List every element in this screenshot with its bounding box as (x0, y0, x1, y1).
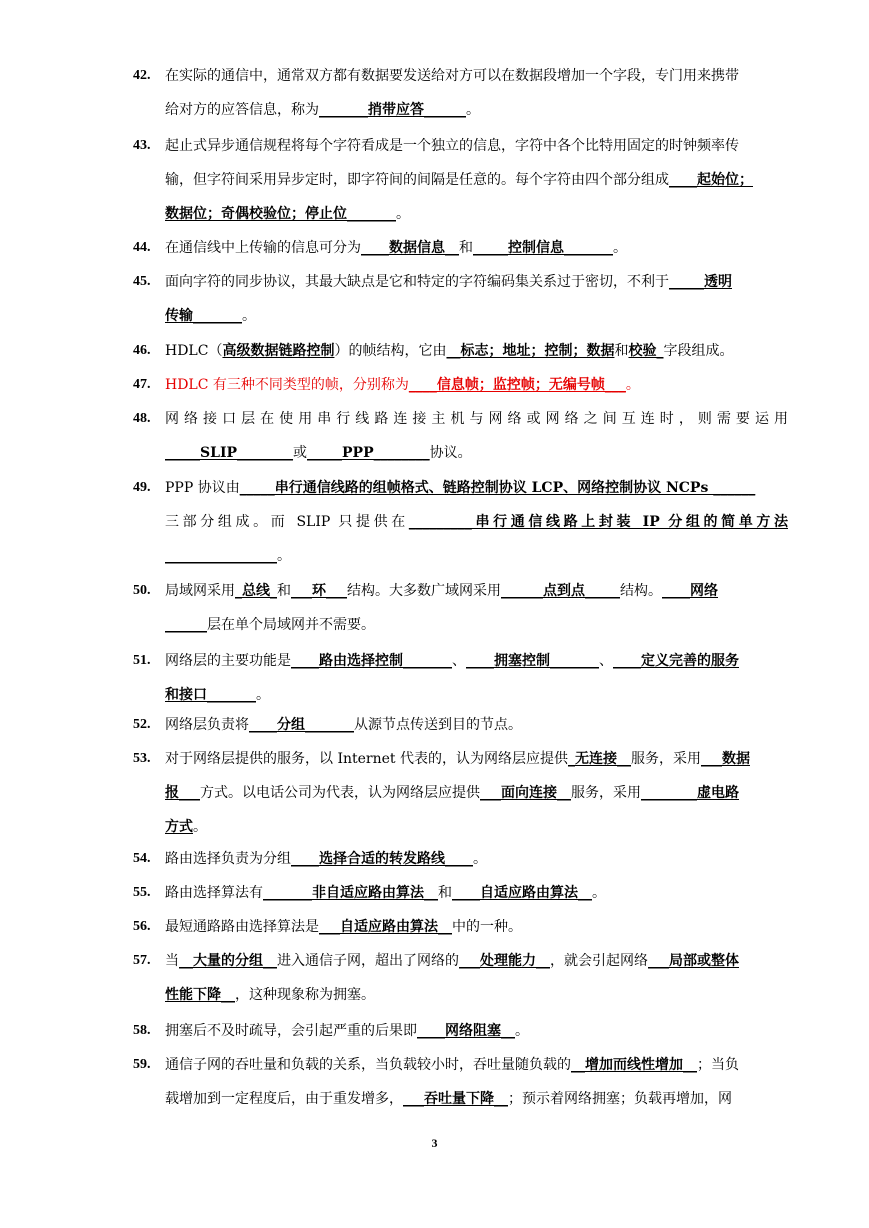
answer-text: __大量的分组__ (179, 953, 277, 969)
question-number: 51. (133, 653, 151, 668)
question-number: 49. (133, 480, 151, 495)
question-text: 路由选择负责为分组 (165, 851, 291, 867)
question-text: 字段组成。 (663, 343, 734, 359)
question-text: ；当负 (697, 1057, 739, 1073)
answer-text: _____透明 (669, 274, 732, 290)
question-line (165, 238, 788, 258)
question-line (165, 883, 788, 903)
answer-text: ___面向连接__ (480, 785, 571, 801)
question-text: 和 (614, 343, 629, 359)
question-number: 54. (133, 851, 151, 866)
question-item (133, 951, 788, 1019)
question-item (133, 581, 788, 649)
question-line (165, 512, 788, 532)
question-line (165, 341, 788, 361)
question-text: 三部分组成。而 SLIP 只提供在 (165, 514, 409, 530)
question-line (165, 749, 788, 769)
question-text: 协议。 (429, 445, 472, 461)
answer-text: _____PPP________ (307, 445, 430, 461)
question-number: 48. (133, 411, 151, 426)
question-item (133, 749, 788, 851)
page-number: 3 (431, 1136, 438, 1150)
answer-text: ___自适应路由算法__ (319, 919, 452, 935)
question-text: ，就会引起网络 (550, 953, 648, 969)
answer-text: ____网络阻塞__ (417, 1023, 515, 1039)
question-line (165, 985, 788, 1005)
question-text: 路由选择算法有 (165, 885, 263, 901)
question-text: 。 (515, 1023, 529, 1039)
question-text: 、 (452, 653, 466, 669)
answer-text: 校验_ (628, 343, 664, 359)
question-text: 拥塞后不及时疏导，会引起严重的后果即 (165, 1023, 417, 1039)
question-line (165, 409, 788, 429)
question-line (165, 715, 788, 735)
question-line (165, 478, 788, 498)
answer-text: ____选择合适的转发路线____ (291, 851, 473, 867)
question-text: 和 (459, 240, 473, 256)
question-text: 。 (473, 851, 487, 867)
question-line (165, 849, 788, 869)
answer-text: ___环___ (291, 583, 347, 599)
question-text: 、 (599, 653, 613, 669)
question-line (165, 272, 788, 292)
question-text: 输，但字符间采用异步定时，即字符间的间隔是任意的。每个字符由四个部分组成 (165, 172, 669, 188)
question-item (133, 849, 788, 883)
answer-text: 方式 (165, 819, 193, 835)
question-text: 和 (277, 583, 291, 599)
question-text: 。 (592, 885, 606, 901)
answer-text: ______ (165, 617, 207, 633)
answer-text: 数据位；奇偶校验位；停止位_______ (165, 206, 396, 222)
question-text: 从源节点传送到目的节点。 (354, 717, 522, 733)
question-number: 57. (133, 953, 151, 968)
question-line (165, 951, 788, 971)
question-text: 载增加到一定程度后，由于重发增多， (165, 1091, 403, 1107)
question-line (165, 306, 788, 326)
answer-text: _________串行通信线路上封装 IP 分组的简单方法 (408, 514, 788, 530)
question-item (133, 917, 788, 951)
question-text: 起止式异步通信规程将每个字符看成是一个独立的信息，字符中各个比特用固定的时钟频率传 (165, 138, 739, 154)
question-text: 服务，采用 (571, 785, 641, 801)
question-text: PPP 协议由 (165, 480, 240, 496)
answer-text: ___处理能力__ (459, 953, 550, 969)
question-line (165, 783, 788, 803)
question-text: ）的帧结构，它由 (334, 343, 447, 359)
question-text: 。 (625, 377, 640, 393)
question-number: 58. (133, 1023, 151, 1038)
question-text: 方式。以电话公司为代表，认为网络层应提供 (200, 785, 480, 801)
question-number: 56. (133, 919, 151, 934)
question-text: 。 (242, 308, 256, 324)
answer-text: _____串行通信线路的组帧格式、链路控制协议 LCP、网络控制协议 NCPs ______ (239, 480, 756, 496)
question-number: 46. (133, 343, 151, 358)
question-line (165, 136, 788, 156)
question-number: 43. (133, 138, 151, 153)
question-text: ，这种现象称为拥塞。 (235, 987, 375, 1003)
question-number: 55. (133, 885, 151, 900)
question-line (165, 1089, 788, 1109)
answer-text: ________虚电路 (641, 785, 739, 801)
question-text: 中的一种。 (452, 919, 522, 935)
question-text: 在实际的通信中，通常双方都有数据要发送给对方可以在数据段增加一个字段，专门用来携带 (165, 68, 739, 84)
question-text: 或 (293, 445, 308, 461)
question-text: 结构。 (620, 583, 662, 599)
question-text: 和 (438, 885, 452, 901)
question-item (133, 409, 788, 477)
question-item (133, 478, 788, 580)
question-item (133, 272, 788, 340)
question-text: ；预示着网络拥塞；负载再增加，网 (508, 1091, 732, 1107)
question-line (165, 685, 788, 705)
question-line (165, 546, 788, 566)
answer-text: _______捎带应答______ (319, 102, 466, 118)
question-item (133, 715, 788, 749)
answer-text: _____SLIP________ (165, 445, 294, 461)
question-text: 。 (193, 819, 207, 835)
question-text: 结构。大多数广域网采用 (347, 583, 501, 599)
question-text: 。 (613, 240, 627, 256)
question-text: 进入通信子网，超出了网络的 (277, 953, 459, 969)
answer-text: _____控制信息_______ (473, 240, 613, 256)
answer-text: ________________ (165, 548, 277, 564)
question-line (165, 917, 788, 937)
question-line (165, 1055, 788, 1075)
answer-text: ____路由选择控制_______ (291, 653, 452, 669)
question-item (133, 66, 788, 134)
answer-text: _总线_ (235, 583, 277, 599)
question-text: 给对方的应答信息，称为 (165, 102, 319, 118)
question-number: 42. (133, 68, 151, 83)
question-item (133, 238, 788, 272)
answer-text: 高级数据链路控制 (222, 343, 335, 359)
question-line (165, 1021, 788, 1041)
question-text: 当 (165, 953, 179, 969)
question-text: 层在单个局域网并不需要。 (207, 617, 375, 633)
question-item (133, 883, 788, 917)
question-number: 52. (133, 717, 151, 732)
answer-text: ___数据 (700, 751, 750, 767)
question-line (165, 581, 788, 601)
question-number: 53. (133, 751, 151, 766)
answer-text: 性能下降__ (165, 987, 235, 1003)
question-line (165, 443, 788, 463)
question-line (165, 615, 788, 635)
question-number: 44. (133, 240, 151, 255)
question-text: 局域网采用 (165, 583, 235, 599)
question-item (133, 341, 788, 375)
question-text: 最短通路路由选择算法是 (165, 919, 319, 935)
question-text: 。 (466, 102, 480, 118)
answer-text: __增加而线性增加__ (571, 1057, 697, 1073)
question-text: 在通信线中上传输的信息可分为 (165, 240, 361, 256)
question-number: 45. (133, 274, 151, 289)
question-line (165, 170, 788, 190)
answer-text: ______点到点_____ (501, 583, 620, 599)
question-item (133, 651, 788, 719)
answer-text: ____拥塞控制_______ (466, 653, 599, 669)
question-text: 对于网络层提供的服务，以 Internet 代表的，认为网络层应提供 (165, 751, 568, 767)
question-text: 。 (256, 687, 270, 703)
question-text: HDLC 有三种不同类型的帧，分别称为 (165, 377, 409, 393)
question-line (165, 204, 788, 224)
answer-text: 传输_______ (165, 308, 242, 324)
answer-text: ____网络 (662, 583, 718, 599)
answer-text: ___局部或整体 (648, 953, 739, 969)
question-number: 59. (133, 1057, 151, 1072)
question-number: 47. (133, 377, 151, 392)
question-line (165, 66, 788, 86)
answer-text: ____分组_______ (249, 717, 354, 733)
answer-text: 报___ (165, 785, 200, 801)
answer-text: _______非自适应路由算法__ (263, 885, 438, 901)
answer-text: __标志；地址；控制；数据 (446, 343, 615, 359)
answer-text: ___吞吐量下降__ (403, 1091, 508, 1107)
answer-text: 和接口_______ (165, 687, 256, 703)
answer-text: ____数据信息__ (361, 240, 459, 256)
question-text: 。 (396, 206, 410, 222)
question-number: 50. (133, 583, 151, 598)
question-item (133, 1021, 788, 1055)
answer-text: ____信息帧；监控帧；无编号帧___ (408, 377, 626, 393)
question-text: 通信子网的吞吐量和负载的关系，当负载较小时，吞吐量随负载的 (165, 1057, 571, 1073)
question-text: 网络接口层在使用串行线路连接主机与网络或网络之间互连时，则需要运用 (165, 411, 788, 427)
question-text: HDLC（ (165, 343, 223, 359)
question-item (133, 375, 788, 409)
question-text: 网络层的主要功能是 (165, 653, 291, 669)
question-line (165, 817, 788, 837)
question-line (165, 100, 788, 120)
question-line (165, 651, 788, 671)
question-text: 网络层负责将 (165, 717, 249, 733)
question-item (133, 136, 788, 238)
question-item (133, 1055, 788, 1123)
answer-text: ____定义完善的服务 (613, 653, 739, 669)
question-line (165, 375, 788, 395)
question-text: 面向字符的同步协议，其最大缺点是它和特定的字符编码集关系过于密切，不利于 (165, 274, 669, 290)
answer-text: ____自适应路由算法__ (452, 885, 592, 901)
answer-text: _无连接__ (567, 751, 631, 767)
question-text: 服务，采用 (630, 751, 701, 767)
question-text: 。 (277, 548, 291, 564)
answer-text: ____起始位； (669, 172, 753, 188)
